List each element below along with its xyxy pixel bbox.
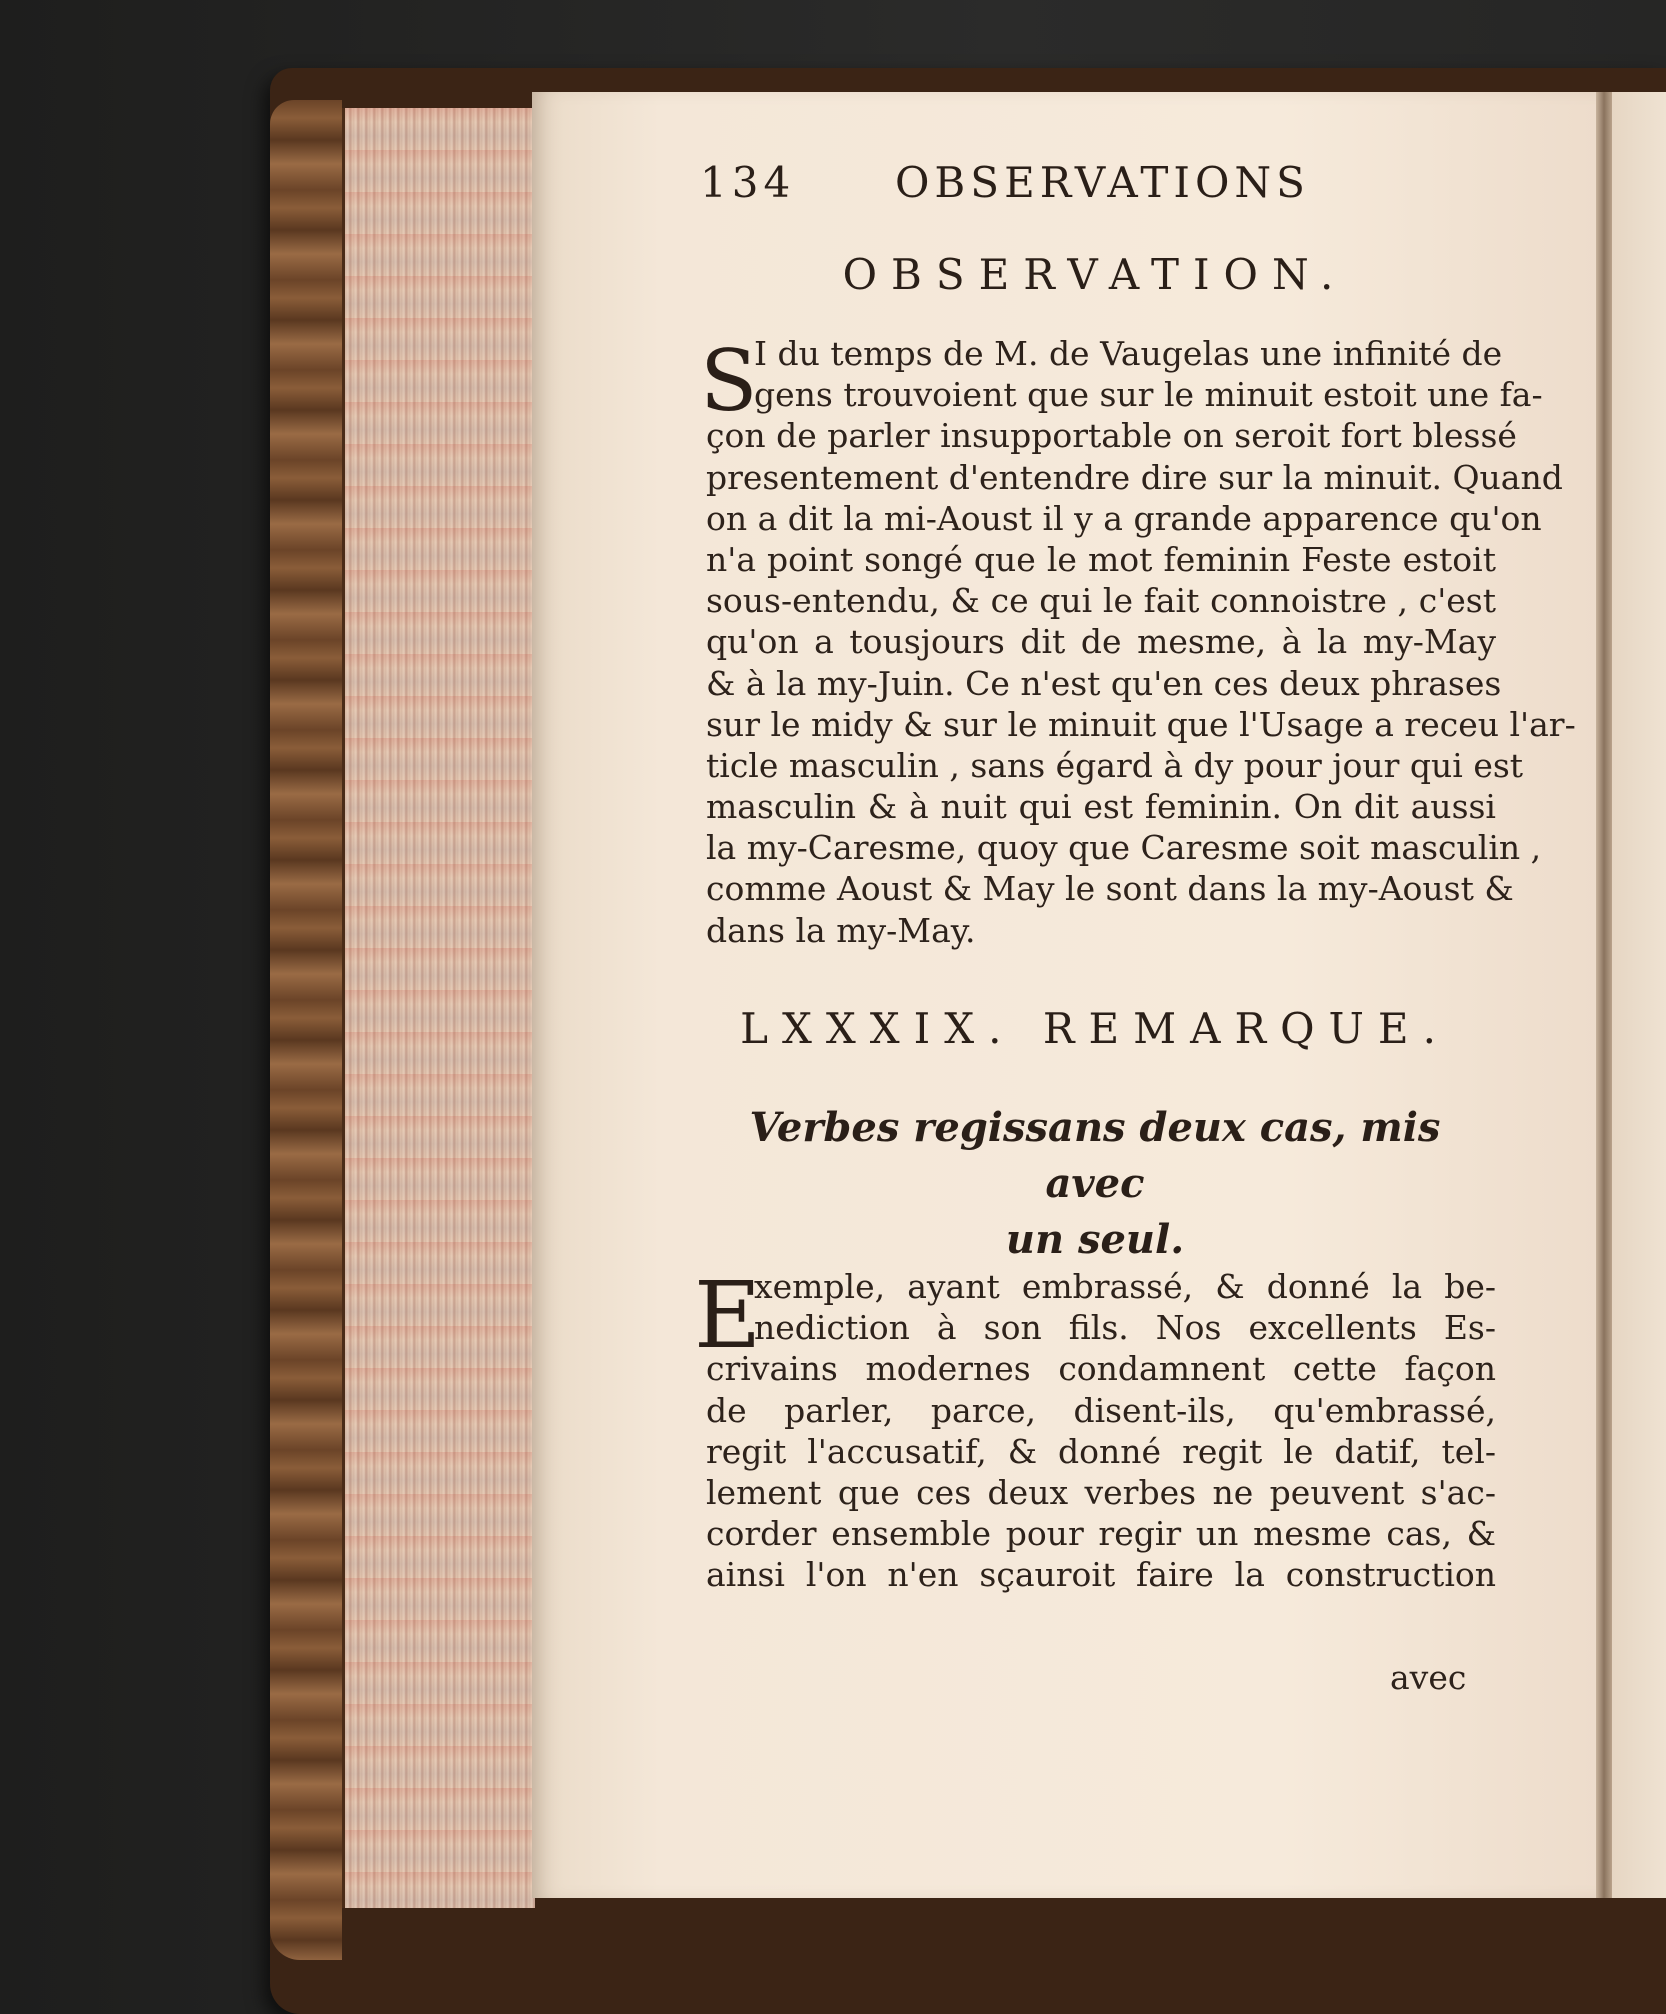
remarque-subtitle bbox=[700, 1100, 1490, 1268]
catchword: avec bbox=[1390, 1658, 1467, 1697]
text-line: nediction à son fils. Nos excellents Es- bbox=[754, 1308, 1496, 1348]
text-line: de parler, parce, disent-ils, qu'embrassé, bbox=[706, 1390, 1496, 1430]
text-line: on a dit la mi-Aoust il y a grande apparence qu'on bbox=[706, 498, 1542, 538]
page-number: 134 bbox=[700, 158, 796, 207]
drop-cap: S bbox=[700, 332, 758, 430]
text-line: presentement d'entendre dire sur la minuit. Quand bbox=[706, 457, 1563, 497]
observation-paragraph bbox=[700, 332, 1576, 951]
subtitle-line: Verbes regissans deux cas, mis avec bbox=[749, 1104, 1441, 1207]
facing-page-edge bbox=[1612, 92, 1666, 1898]
text-line: lement que ces deux verbes ne peuvent s'ac- bbox=[706, 1472, 1496, 1512]
text-line: I du temps de M. de Vaugelas une infinité de bbox=[754, 334, 1503, 373]
text-line: gens trouvoient que sur le minuit estoit une fa- bbox=[754, 375, 1543, 415]
text-line: dans la my-May. bbox=[706, 910, 976, 950]
text-line: masculin & à nuit qui est feminin. On dit aussi bbox=[706, 787, 1496, 827]
text-line: ainsi l'on n'en sçauroit faire la construction bbox=[706, 1555, 1496, 1595]
page-edges bbox=[342, 108, 535, 1908]
text-line: la my-Caresme, quoy que Caresme soit masculin , bbox=[706, 828, 1542, 868]
running-title: OBSERVATIONS bbox=[895, 158, 1310, 207]
text-line: & à la my-Juin. Ce n'est qu'en ces deux phrases bbox=[706, 663, 1502, 703]
text-line: comme Aoust & May le sont dans la my-Aoust & bbox=[706, 869, 1514, 909]
text-line: corder ensemble pour regir un mesme cas, & bbox=[706, 1514, 1496, 1554]
text-line: xemple, ayant embrassé, & donné la be- bbox=[754, 1267, 1496, 1306]
text-line: n'a point songé que le mot feminin Feste estoit bbox=[706, 539, 1496, 579]
subtitle-line: un seul. bbox=[1005, 1216, 1185, 1263]
observation-heading: OBSERVATION. bbox=[842, 250, 1348, 299]
text-line: qu'on a tousjours dit de mesme, à la my-May bbox=[706, 622, 1496, 662]
text-line: ticle masculin , sans égard à dy pour jour qui est bbox=[706, 745, 1524, 785]
text-line: crivains modernes condamnent cette façon bbox=[706, 1349, 1496, 1389]
remarque-paragraph bbox=[694, 1262, 1496, 1596]
book-spine bbox=[270, 100, 342, 1960]
drop-cap: E bbox=[694, 1262, 762, 1369]
running-header bbox=[700, 158, 1360, 214]
text-line: regit l'accusatif, & donné regit le datif, tel- bbox=[706, 1431, 1496, 1471]
text-line: sur le midy & sur le minuit que l'Usage a receu l'ar- bbox=[706, 704, 1576, 744]
text-line: sous-entendu, & ce qui le fait connoistre , c'est bbox=[706, 581, 1496, 621]
page-gutter bbox=[1596, 92, 1612, 1898]
text-line: çon de parler insupportable on seroit fort blessé bbox=[706, 416, 1517, 456]
remarque-heading: LXXXIX. REMARQUE. bbox=[740, 1004, 1450, 1053]
